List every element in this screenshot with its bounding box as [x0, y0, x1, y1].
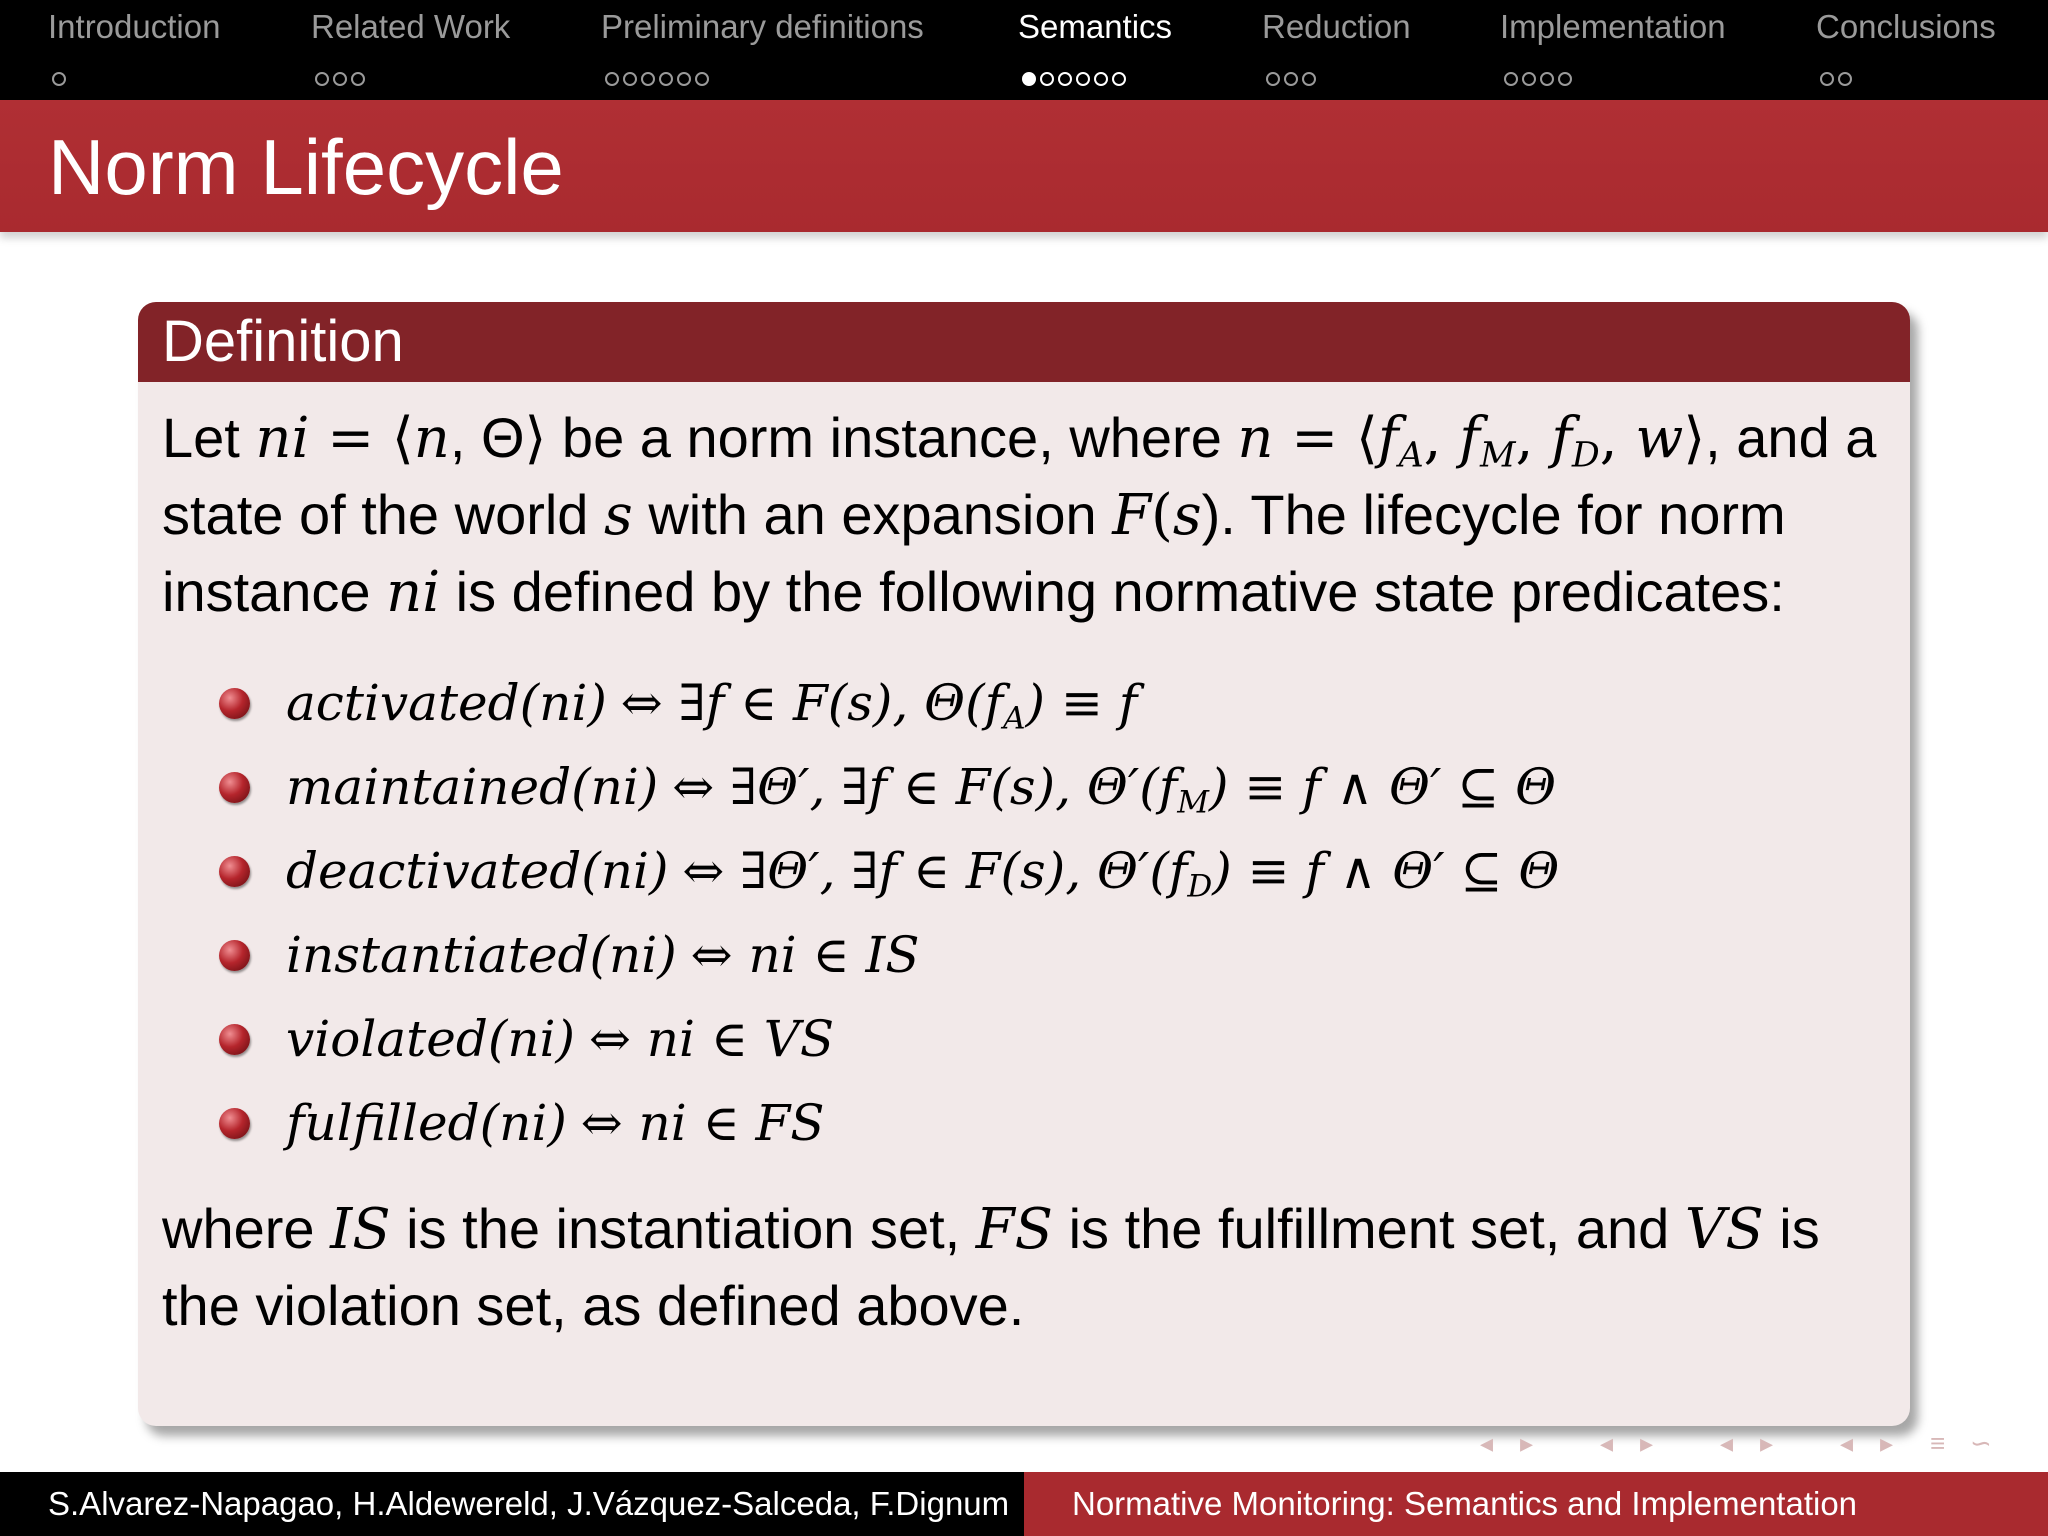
definition-intro-text	[162, 400, 1886, 631]
subsection-dot-icon[interactable]	[641, 72, 655, 86]
nav-section-label: Related Work	[311, 8, 511, 45]
text-run: is the violation set, as defined above.	[162, 1197, 1820, 1337]
subsection-dot-icon[interactable]	[659, 72, 673, 86]
subsection-dot-icon[interactable]	[52, 72, 66, 86]
nav-section-label: Implementation	[1500, 8, 1726, 45]
predicate-list	[162, 661, 1886, 1165]
predicate-formula: ⇔ ∃f ∈ F(s), Θ(f	[620, 674, 1004, 732]
math-var-n: n	[1237, 406, 1274, 471]
beamer-navigation-symbols	[1480, 1428, 2040, 1458]
predicate-name: violated	[286, 1010, 488, 1068]
subsection-dot-icon[interactable]	[1558, 72, 1572, 86]
subsection-dot-icon[interactable]	[1076, 72, 1090, 86]
subsection-dots	[1266, 56, 1320, 76]
prev-subsection-icon[interactable]: ◂	[1600, 1428, 1614, 1458]
current-subsection-dot-icon[interactable]	[1022, 72, 1036, 86]
math-comma: ,	[1599, 406, 1636, 471]
subsection-dot-icon[interactable]	[1284, 72, 1298, 86]
predicate-formula-tail: ) ≡ f	[1025, 674, 1138, 732]
subsection-dots	[1022, 56, 1130, 76]
list-item	[162, 745, 1886, 829]
predicate-formula: ⇔ ni ∈ FS	[580, 1094, 825, 1152]
bullet-ball-icon	[219, 856, 250, 887]
prev-document-icon[interactable]: ◂	[1840, 1428, 1854, 1458]
predicate-arg: (ni)	[581, 842, 669, 900]
subsection-dot-icon[interactable]	[1302, 72, 1316, 86]
bullet-ball-icon	[219, 688, 250, 719]
subsection-dot-icon[interactable]	[1504, 72, 1518, 86]
math-var-n: n	[413, 406, 450, 471]
predicate-formula: ⇔ ni ∈ VS	[588, 1010, 835, 1068]
list-item	[162, 661, 1886, 745]
math-subscript: M	[1480, 435, 1516, 476]
subsection-dot-icon[interactable]	[333, 72, 347, 86]
predicate-formula-tail: ) ≡ f ∧ Θ′ ⊆ Θ	[1208, 758, 1557, 816]
frame-title: Norm Lifecycle	[48, 123, 564, 211]
subsection-dots	[315, 56, 369, 76]
frame-title-bar	[0, 100, 2048, 232]
math-op: = ⟨	[309, 406, 414, 471]
math-var-VS: VS	[1684, 1197, 1764, 1262]
math-var-ni: ni	[386, 560, 441, 625]
predicate-arg: (ni)	[519, 674, 607, 732]
text-run: , Θ⟩ be a norm instance, where	[449, 406, 1238, 469]
definition-block	[138, 302, 1910, 1426]
definition-block-title: Definition	[138, 302, 1910, 382]
math-var-FS: FS	[975, 1197, 1054, 1262]
text-run: is the fulfillment set, and	[1053, 1197, 1685, 1260]
footer-short-title: Normative Monitoring: Semantics and Implementation	[1024, 1472, 2048, 1536]
list-item	[162, 829, 1886, 913]
predicate-name: maintained	[286, 758, 572, 816]
math-var-s: s	[1172, 483, 1202, 548]
math-var-w: w	[1635, 406, 1684, 471]
nav-section-label: Introduction	[48, 8, 221, 45]
nav-section-label: Conclusions	[1816, 8, 1996, 45]
text-run: is the instantiation set,	[390, 1197, 976, 1260]
predicate-arg: (ni)	[589, 926, 677, 984]
math-comma: ,	[1515, 406, 1552, 471]
text-run: is defined by the following normative state predicates:	[440, 560, 1785, 623]
math-subscript: A	[1398, 435, 1424, 476]
search-icon[interactable]: ∽	[1970, 1428, 1992, 1458]
subsection-dot-icon[interactable]	[695, 72, 709, 86]
list-item	[162, 997, 1886, 1081]
predicate-formula: ⇔ ∃Θ′, ∃f ∈ F(s), Θ′(f	[682, 842, 1188, 900]
subsection-dot-icon[interactable]	[677, 72, 691, 86]
math-subscript: A	[1003, 700, 1026, 737]
list-item	[162, 913, 1886, 997]
predicate-formula: ⇔ ∃Θ′, ∃f ∈ F(s), Θ′(f	[672, 758, 1178, 816]
definition-body	[138, 382, 1910, 1344]
predicate-arg: (ni)	[571, 758, 659, 816]
subsection-dots	[1820, 56, 1856, 76]
subsection-dot-icon[interactable]	[1540, 72, 1554, 86]
bullet-ball-icon	[219, 1108, 250, 1139]
subsection-dots	[52, 56, 70, 76]
text-run: Let	[162, 406, 256, 469]
subsection-dot-icon[interactable]	[315, 72, 329, 86]
subsection-dot-icon[interactable]	[1058, 72, 1072, 86]
predicate-formula: ⇔ ni ∈ IS	[690, 926, 920, 984]
predicate-name: deactivated	[286, 842, 582, 900]
bullet-ball-icon	[219, 940, 250, 971]
list-item	[162, 1081, 1886, 1165]
subsection-dot-icon[interactable]	[1112, 72, 1126, 86]
text-run: with an expansion	[632, 483, 1113, 546]
math-op: = ⟨	[1273, 406, 1378, 471]
subsection-dot-icon[interactable]	[1522, 72, 1536, 86]
next-section-icon[interactable]: ▸	[1760, 1428, 1774, 1458]
subsection-dot-icon[interactable]	[605, 72, 619, 86]
subsection-dot-icon[interactable]	[623, 72, 637, 86]
align-icon[interactable]: ≡	[1930, 1428, 1946, 1458]
nav-section-label: Semantics	[1018, 8, 1173, 45]
math-comma: ,	[1423, 406, 1460, 471]
math-var-f: f	[1377, 406, 1399, 471]
math-var-ni: ni	[255, 406, 310, 471]
prev-section-icon[interactable]: ◂	[1720, 1428, 1734, 1458]
math-var-f: f	[1551, 406, 1572, 471]
bullet-ball-icon	[219, 1024, 250, 1055]
subsection-dot-icon[interactable]	[1838, 72, 1852, 86]
next-document-icon[interactable]: ▸	[1880, 1428, 1894, 1458]
nav-section-label: Reduction	[1262, 8, 1411, 45]
subsection-dot-icon[interactable]	[1094, 72, 1108, 86]
subsection-dot-icon[interactable]	[1266, 72, 1280, 86]
footer	[0, 1472, 2048, 1536]
bullet-ball-icon	[219, 772, 250, 803]
predicate-name: activated	[286, 674, 520, 732]
footer-authors: S.Alvarez-Napagao, H.Aldewereld, J.Vázquez-Salceda, F.Dignum	[0, 1472, 1024, 1536]
subsection-dot-icon[interactable]	[1040, 72, 1054, 86]
text-run: ). The lifecycle for norm instance	[162, 483, 1786, 623]
predicate-arg: (ni)	[487, 1010, 576, 1068]
nav-section-label: Preliminary definitions	[601, 8, 924, 45]
prev-frame-icon[interactable]: ◂	[1480, 1428, 1494, 1458]
definition-closing-text	[162, 1191, 1886, 1344]
math-var-f: f	[1459, 406, 1481, 471]
math-var-s: s	[604, 483, 633, 548]
subsection-dots	[1504, 56, 1576, 76]
subsection-dot-icon[interactable]	[1820, 72, 1834, 86]
math-var-IS: IS	[330, 1197, 391, 1262]
math-var-F: F	[1112, 483, 1152, 548]
math-paren: (	[1151, 483, 1173, 548]
predicate-name: instantiated	[286, 926, 590, 984]
subsection-dot-icon[interactable]	[351, 72, 365, 86]
math-subscript: M	[1177, 784, 1209, 821]
math-subscript: D	[1187, 868, 1213, 905]
next-frame-icon[interactable]: ▸	[1520, 1428, 1534, 1458]
math-subscript: D	[1571, 435, 1600, 476]
predicate-formula-tail: ) ≡ f ∧ Θ′ ⊆ Θ	[1212, 842, 1560, 900]
text-run: where	[162, 1197, 331, 1260]
section-navigation	[0, 0, 2048, 100]
subsection-dots	[605, 56, 713, 76]
next-subsection-icon[interactable]: ▸	[1640, 1428, 1654, 1458]
predicate-name: fulfilled	[286, 1094, 480, 1152]
predicate-arg: (ni)	[479, 1094, 567, 1152]
text-run: ⟩, and a state of the world	[162, 406, 1877, 546]
